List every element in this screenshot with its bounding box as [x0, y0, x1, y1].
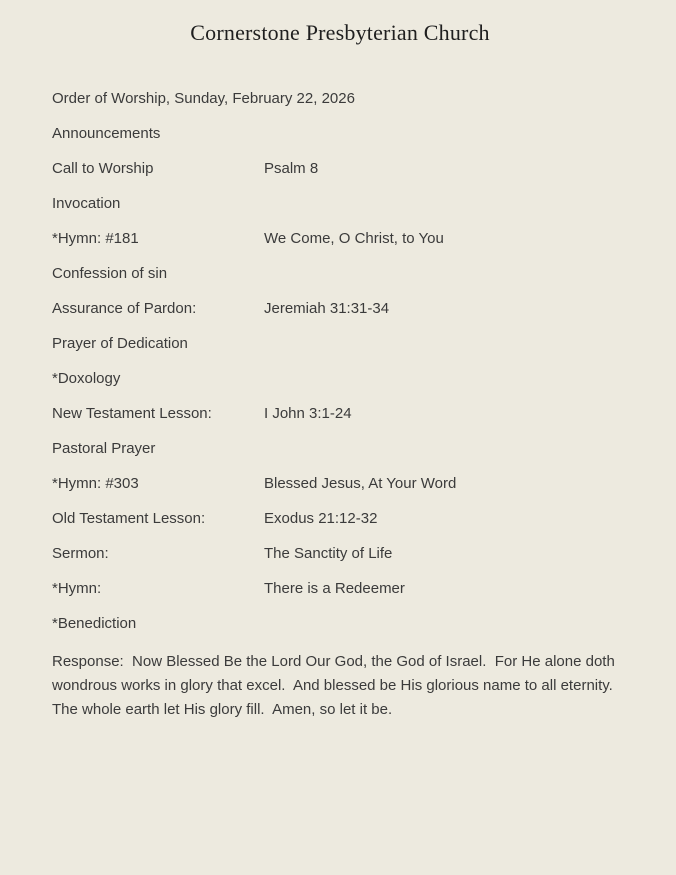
- list-item: [52, 370, 628, 388]
- item-detail: There is a Redeemer: [264, 580, 405, 597]
- item-label: Call to Worship: [52, 160, 154, 177]
- item-label: Announcements: [52, 125, 161, 142]
- list-item: [52, 230, 628, 248]
- list-item: [52, 265, 628, 283]
- item-detail: [264, 195, 628, 213]
- item-label: *Hymn: #303: [52, 475, 139, 492]
- item-detail: [264, 265, 628, 283]
- item-detail: We Come, O Christ, to You: [264, 230, 444, 247]
- item-detail: The Sanctity of Life: [264, 545, 393, 562]
- item-detail: [264, 440, 628, 458]
- list-item: [52, 545, 628, 563]
- item-label: Old Testament Lesson:: [52, 510, 206, 527]
- item-detail: [264, 335, 628, 353]
- list-item: [52, 440, 628, 458]
- item-label: New Testament Lesson:: [52, 405, 212, 422]
- item-detail: Jeremiah 31:31-34: [264, 300, 390, 317]
- item-label: Sermon:: [52, 545, 109, 562]
- item-detail: I John 3:1-24: [264, 405, 352, 422]
- list-item: [52, 160, 628, 178]
- order-of-worship-heading: Order of Worship, Sunday, February 22, 2026: [52, 90, 355, 107]
- list-item: [52, 475, 628, 493]
- list-item: [52, 615, 628, 633]
- item-label: *Benediction: [52, 615, 137, 632]
- item-detail: [264, 370, 628, 388]
- item-detail: [264, 615, 628, 633]
- list-item: [52, 510, 628, 528]
- item-label: *Doxology: [52, 370, 121, 387]
- page-title: Cornerstone Presbyterian Church: [190, 20, 490, 45]
- list-item: [52, 300, 628, 318]
- item-detail: Psalm 8: [264, 160, 319, 177]
- item-label: Pastoral Prayer: [52, 440, 156, 457]
- item-detail: Exodus 21:12-32: [264, 510, 378, 527]
- item-label: *Hymn:: [52, 580, 102, 597]
- item-label: Confession of sin: [52, 265, 168, 282]
- item-label: Invocation: [52, 195, 121, 212]
- item-label: Assurance of Pardon:: [52, 300, 197, 317]
- item-detail: [264, 125, 628, 143]
- response-paragraph: Response: Now Blessed Be the Lord Our God, the God of Israel. For He alone doth wondrous works in glory that excel. And blessed be His glorious name to all eternity. The whole earth let His glory fill. Amen, so let it be.: [52, 653, 621, 718]
- item-label: Prayer of Dedication: [52, 335, 188, 352]
- list-item: [52, 580, 628, 598]
- item-label: *Hymn: #181: [52, 230, 139, 247]
- list-item: [52, 335, 628, 353]
- item-detail: Blessed Jesus, At Your Word: [264, 475, 457, 492]
- list-item: [52, 125, 628, 143]
- list-item: [52, 405, 628, 423]
- order-of-worship-list: [52, 125, 628, 633]
- list-item: [52, 195, 628, 213]
